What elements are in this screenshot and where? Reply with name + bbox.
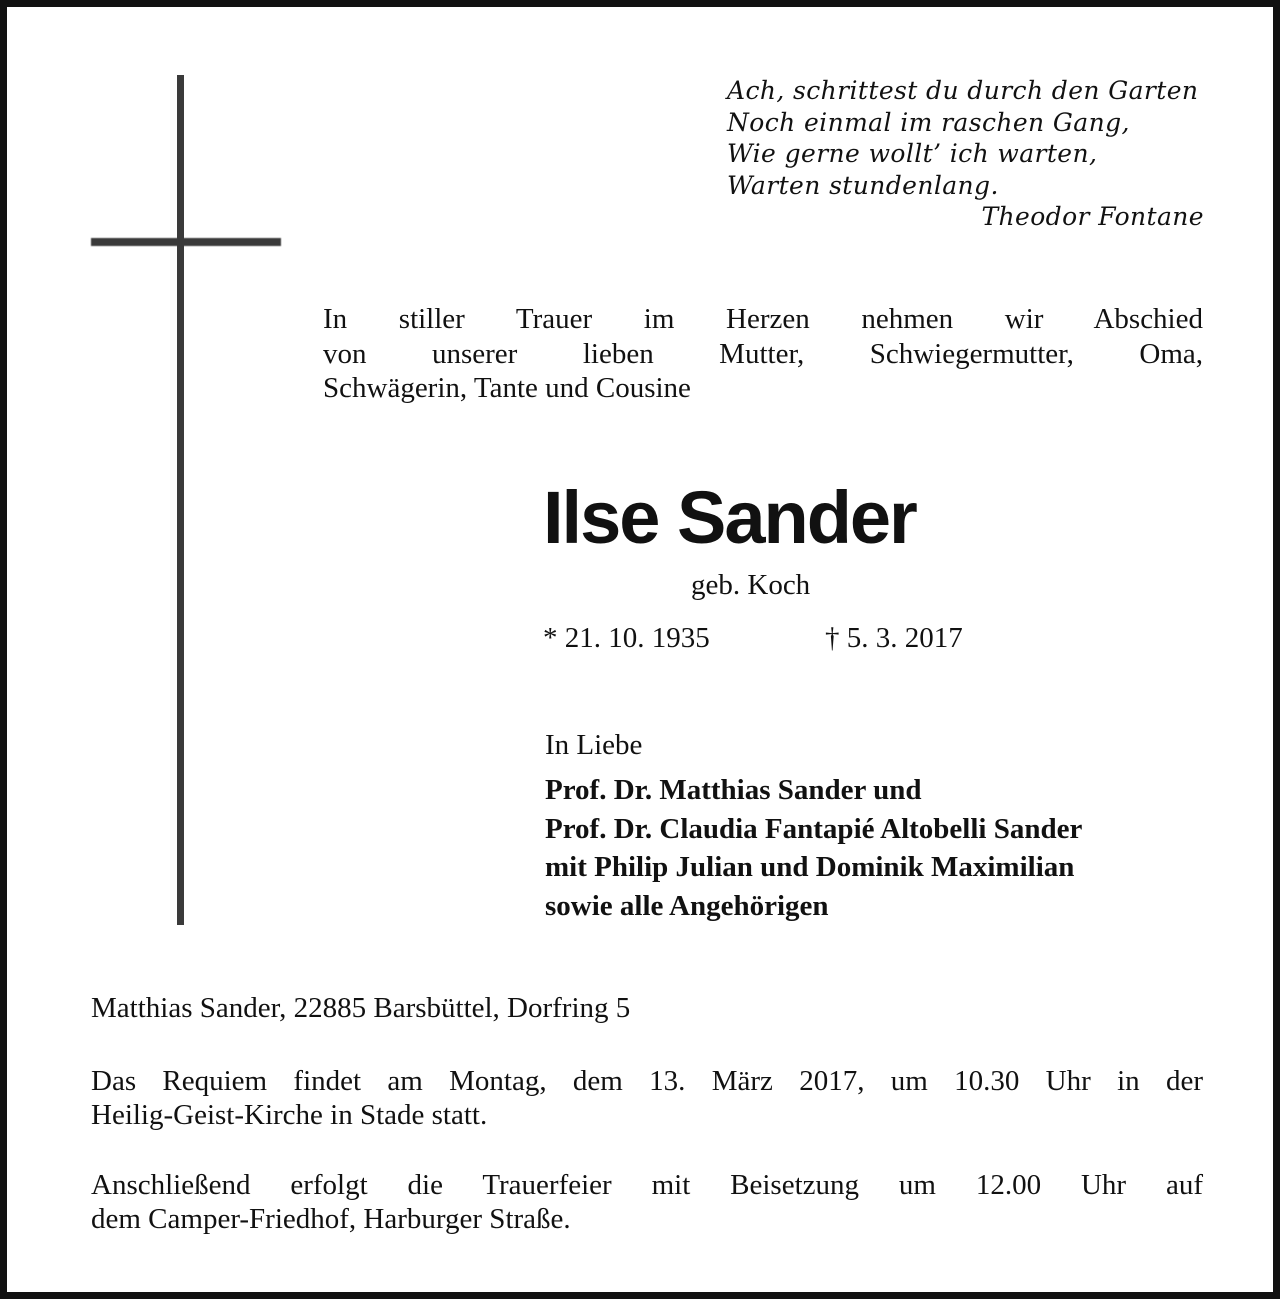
maiden-name: geb. Koch <box>691 569 811 601</box>
mourner-line: Prof. Dr. Matthias Sander und <box>545 774 922 806</box>
intro-line: In stiller Trauer im Herzen nehmen wir Abschied <box>323 303 1203 335</box>
mourner-line: sowie alle Angehörigen <box>545 889 829 922</box>
poem-line: Warten stundenlang. <box>727 170 999 200</box>
deceased-name: Ilse Sander <box>543 476 916 559</box>
funeral-line: Anschließend erfolgt die Trauerfeier mit Beisetzung um 12.00 Uhr auf <box>91 1169 1203 1201</box>
closing-phrase: In Liebe <box>545 729 643 761</box>
contact-address: Matthias Sander, 22885 Barsbüttel, Dorfring 5 <box>91 992 631 1024</box>
cross-horizontal-bar <box>91 238 281 246</box>
requiem-notice <box>91 1064 1203 1132</box>
poem-line: Wie gerne wollt’ ich warten, <box>727 139 1098 168</box>
funeral-notice <box>91 1168 1203 1236</box>
poem-line: Noch einmal im raschen Gang, <box>727 107 1130 137</box>
intro-line: von unserer lieben Mutter, Schwiegermutter, Oma, <box>323 337 1203 370</box>
mourner-line: mit Philip Julian und Dominik Maximilian <box>545 851 1075 883</box>
cross-vertical-bar <box>177 75 184 925</box>
intro-line: Schwägerin, Tante und Cousine <box>323 372 691 404</box>
mourner-line: Prof. Dr. Claudia Fantapié Altobelli Sander <box>545 812 1083 845</box>
mourners-list <box>545 771 1205 925</box>
requiem-line: Das Requiem findet am Montag, dem 13. März 2017, um 10.30 Uhr in der <box>91 1065 1203 1097</box>
poem-line: Ach, schrittest du durch den Garten <box>727 76 1199 105</box>
intro-text <box>323 302 1203 406</box>
birth-date: * 21. 10. 1935 <box>543 622 710 654</box>
death-date: † 5. 3. 2017 <box>825 622 963 654</box>
requiem-line: Heilig-Geist-Kirche in Stade statt. <box>91 1099 488 1131</box>
poem-author: Theodor Fontane <box>981 202 1204 231</box>
poem-quote <box>707 75 1204 233</box>
funeral-line: dem Camper-Friedhof, Harburger Straße. <box>91 1203 571 1235</box>
